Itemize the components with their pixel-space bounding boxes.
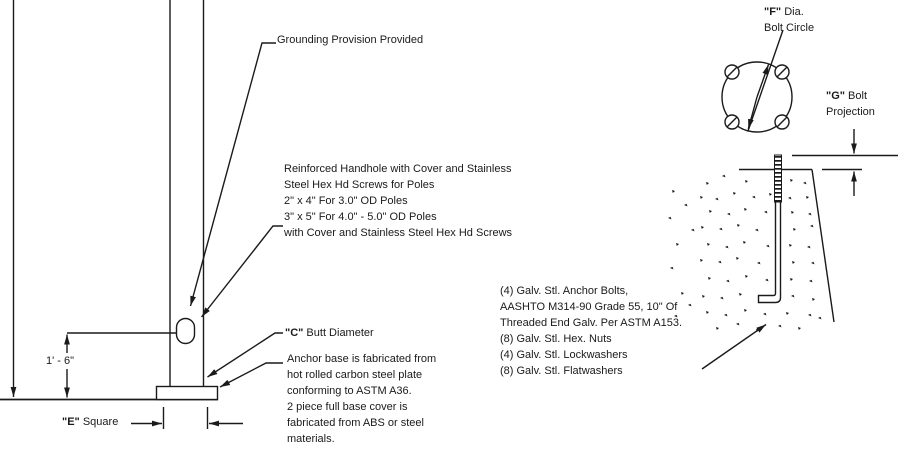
bolt-circle-label: "F" Dia. Bolt Circle	[764, 6, 815, 34]
anchor-base-note	[287, 351, 436, 447]
handhole-leader	[202, 226, 284, 317]
anchor-base-note-line: conforming to ASTM A36.	[287, 385, 412, 397]
anchor-base-note-line: Anchor base is fabricated from	[287, 353, 437, 365]
grounding-note: Grounding Provision Provided	[277, 34, 424, 46]
f-dim-letter: "F"	[764, 6, 782, 18]
g-dim-letter: "G"	[826, 90, 845, 102]
handhole-note	[284, 161, 512, 241]
height-dimension-text: 1' - 6"	[46, 355, 75, 367]
anchor-bolts-note-line: AASHTO M314-90 Grade 55, 10" Of	[500, 301, 678, 313]
handhole-oval	[177, 319, 195, 344]
butt-diameter-leader	[208, 333, 284, 377]
bolt-projection-label: "G" Bolt Projection	[826, 90, 875, 118]
handhole-note-line: Steel Hex Hd Screws for Poles	[284, 179, 435, 191]
c-dim-letter: "C"	[285, 327, 304, 339]
bolt-circle-label-line2: Bolt Circle	[764, 22, 815, 34]
handhole-note-line: with Cover and Stainless Steel Hex Hd Screws	[284, 227, 513, 239]
anchor-bolts-leader	[702, 325, 766, 370]
anchor-bolts-note	[500, 283, 682, 379]
anchor-base-leader	[220, 363, 283, 387]
base-plate	[157, 387, 218, 400]
anchor-base-note-line: fabricated from ABS or steel	[287, 417, 424, 429]
anchor-bolts-note-line: (8) Galv. Stl. Hex. Nuts	[500, 333, 612, 345]
base-dimension-label: "E" Square	[62, 416, 119, 428]
concrete-stipple	[668, 175, 822, 332]
anchor-bolts-note-line: (4) Galv. Stl. Anchor Bolts,	[500, 285, 629, 297]
bolt-projection-label-line2: Projection	[826, 106, 875, 118]
handhole-note-line: 3" x 5" For 4.0" - 5.0" OD Poles	[284, 211, 437, 223]
anchor-base-note-line: hot rolled carbon steel plate	[287, 369, 423, 381]
anchor-base-note-line: 2 piece full base cover is	[287, 401, 408, 413]
handhole-note-line: Reinforced Handhole with Cover and Stainless	[284, 163, 512, 175]
anchor-bolts-note-line: (4) Galv. Stl. Lockwashers	[500, 349, 628, 361]
e-square-dimension	[131, 407, 243, 429]
bolt-circle-detail	[722, 30, 792, 132]
anchor-base-note-line: materials.	[287, 433, 335, 445]
butt-diameter-label: "C" Butt Diameter	[285, 327, 374, 339]
e-dim-letter: "E"	[62, 416, 80, 428]
anchor-bolt	[759, 155, 782, 303]
anchor-bolts-note-line: (8) Galv. Stl. Flatwashers	[500, 365, 623, 377]
handhole-note-line: 2" x 4" For 3.0" OD Poles	[284, 195, 408, 207]
anchor-bolts-note-line: Threaded End Galv. Per ASTM A153.	[500, 317, 683, 329]
